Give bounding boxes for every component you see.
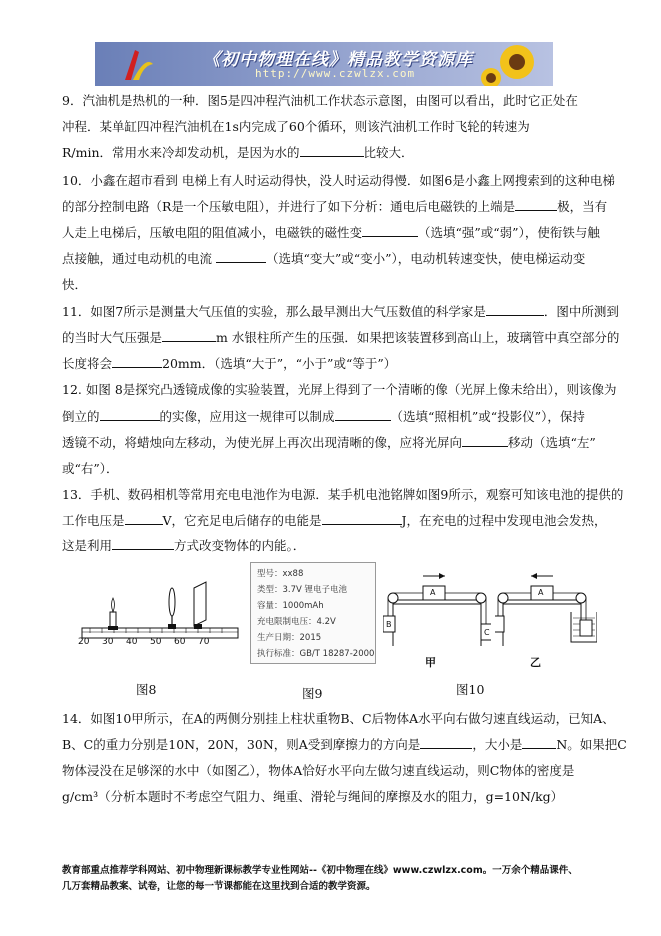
q12-line4: 或“右”）． [62,461,119,476]
figure-10-caption: 图10 [456,682,485,697]
q11-blank-1[interactable] [486,301,544,316]
q14-line3: 物体浸没在足够深的水中（如图乙），物体A恰好水平向左做匀速直线运动，则C物体的密度是 [62,763,575,778]
battery-label-line: 执行标准：GB/T 18287-2000 [257,649,375,659]
q12-line2-b: 的实像，应用这一规律可以制成 [159,409,335,424]
block-a-label: A [538,588,544,597]
q13-blank-3[interactable] [112,535,174,550]
figure-9-caption: 图9 [302,686,323,701]
sunflower-icon [477,42,547,86]
q12-line2-a: 倒立的 [62,409,100,424]
q9-blank-3[interactable] [300,142,364,157]
page-footer [62,863,602,895]
figure-10-jia-label: 甲 [425,656,436,669]
banner-title: 《初中物理在线》精品教学资源库 [203,50,473,70]
q14-line2 [62,732,627,758]
q11-line3-b: 20mm．（选填“大于”，“小于”或“等于”） [162,356,397,371]
figure-10-yi-diagram [495,566,597,646]
q9-line1: 9．汽油机是热机的一种．图5是四冲程汽油机工作状态示意图，由图可以看出，此时它正处在 [62,93,578,108]
q11-blank-2[interactable] [162,327,216,342]
figure-10-yi-label: 乙 [530,656,541,669]
q11-line2-a: 的当时大气压强是 [62,330,163,345]
battery-label-line: 型号：xx88 [257,569,304,579]
figure-8-caption: 图8 [136,682,157,697]
scale-tick-label: 70 [198,637,210,647]
q13-blank-2[interactable] [322,510,402,525]
q10-line5: 快． [62,277,88,292]
footer-line2: 几万套精品教案、试卷，让您的每一节课都能在这里找到合适的教学资源。 [62,881,376,892]
q12-line2 [62,404,592,430]
q10-line1: 10．小鑫在超市看到 电梯上有人时运动得快，没人时运动得慢．如图6是小鑫上网搜索到的这种电梯 [62,173,615,188]
q10-line2-b: 极，当有 [557,199,608,214]
q10-line2 [62,194,608,220]
q11-blank-3[interactable] [112,353,162,368]
q14-blank-2[interactable] [522,734,556,749]
banner-url[interactable]: http://www.czwlzx.com [255,67,416,80]
q13-line3-b: 方式改变物体的内能。． [174,538,306,553]
q10-blank-3[interactable] [216,248,266,263]
q12-line2-c: （选填“照相机”或“投影仪”），保持 [390,409,585,424]
q14-line2-a: B、C的重力分别是10N，20N，30N，则A受到摩擦力的方向是 [62,737,421,752]
block-b-label: B [386,620,392,629]
q10-line4-b: （选填“变大”或“变小”），电动机转速变快，使电梯运动变 [265,251,586,266]
scale-tick-label: 60 [174,637,186,647]
q11-line1-b: ．图中所测到 [543,304,619,319]
q12-line3-a: 透镜不动，将蜡烛向左移动，为使光屏上再次出现清晰的像，应将光屏向 [62,435,463,450]
q9-line2: 冲程．某单缸四冲程汽油机在1s内完成了60个循环，则该汽油机工作时飞轮的转速为 [62,119,530,134]
block-c-label: C [484,628,490,637]
q11-line1-a: 11．如图7所示是测量大气压值的实验，那么最早测出大气压数值的科学家是 [62,304,486,319]
q13-line2-b: V，它充足电后储存的电能是 [162,513,322,528]
q12-line3 [62,430,596,456]
q10-line3-b: （选填“强”或“弱”），使衔铁与触 [418,225,600,240]
q9-line3 [62,140,592,166]
header-banner [95,42,553,86]
battery-label-line: 容量：1000mAh [257,601,324,611]
q13-line1: 13．手机、数码相机等常用充电电池作为电源．某手机电池铭牌如图9所示，观察可知该电池的提供的 [62,487,624,502]
block-a-label: A [430,588,436,597]
q12-blank-2[interactable] [335,406,391,421]
q10-line4 [62,246,592,272]
scale-tick-label: 50 [150,637,162,647]
q14-line4: g/cm³（分析本题时不考虑空气阻力、绳重、滑轮与绳间的摩擦及水的阻力，g=10N/kg） [62,789,564,804]
q9-line3-b: 比较大． [363,145,414,160]
q12-line1: 12. 如图 8是探究凸透镜成像的实验装置，光屏上得到了一个清晰的像（光屏上像未给出），则该像为 [62,382,617,397]
battery-label-line: 类型：3.7V 锂电子电池 [257,585,348,595]
figure-8-scale [80,637,240,651]
q10-blank-1[interactable] [515,196,557,211]
q11-line2 [62,325,620,351]
q12-line3-b: 移动（选填“左” [508,435,596,450]
q12-blank-1[interactable] [100,406,160,421]
q9-line3-a: R/min．常用水来冷却发动机，是因为水的 [62,145,300,160]
q13-line3 [62,533,592,559]
battery-label-line: 生产日期：2015 [257,633,322,643]
q10-line2-a: 的部分控制电路（R是一个压敏电阻），并进行了如下分析：通电后电磁铁的上端是 [62,199,516,214]
q10-line4-a: 点接触，通过电动机的电流 [62,251,216,266]
battery-label-line: 充电限制电压：4.2V [257,617,336,627]
q11-line1 [62,299,619,325]
footer-line1: 教育部重点推荐学科网站、初中物理新课标教学专业性网站--《初中物理在线》www.czwlzx.com。一万余个精品课件、 [62,865,578,876]
q10-blank-2[interactable] [362,222,418,237]
scale-tick-label: 40 [126,637,138,647]
q10-line3-a: 人走上电梯后，压敏电阻的阻值减小，电磁铁的磁性变 [62,225,363,240]
q13-blank-1[interactable] [125,510,163,525]
q13-line2 [62,508,607,534]
q11-line2-b: m 水银柱所产生的压强．如果把该装置移到高山上，玻璃管中真空部分的 [216,330,620,345]
q14-line2-c: N。如果把C [556,737,627,752]
q14-line2-b: ，大小是 [472,737,523,752]
scale-tick-label: 20 [78,637,90,647]
q11-line3-a: 长度将会 [62,356,113,371]
q10-line3 [62,220,600,246]
q11-line3 [62,351,592,377]
q14-blank-1[interactable] [420,734,472,749]
figure-10-jia-diagram [383,566,491,646]
site-logo-icon [119,46,155,84]
figure-9-battery-label [250,562,376,664]
q13-line3-a: 这是利用 [62,538,113,553]
q12-blank-3[interactable] [462,432,508,447]
q13-line2-a: 工作电压是 [62,513,125,528]
q13-line2-c: J，在充电的过程中发现电池会发热， [401,513,607,528]
q14-line1: 14．如图10甲所示，在A的两侧分别挂上柱状重物B、C后物体A水平向右做匀速直线运动，已知A、 [62,711,615,726]
scale-tick-label: 30 [102,637,114,647]
